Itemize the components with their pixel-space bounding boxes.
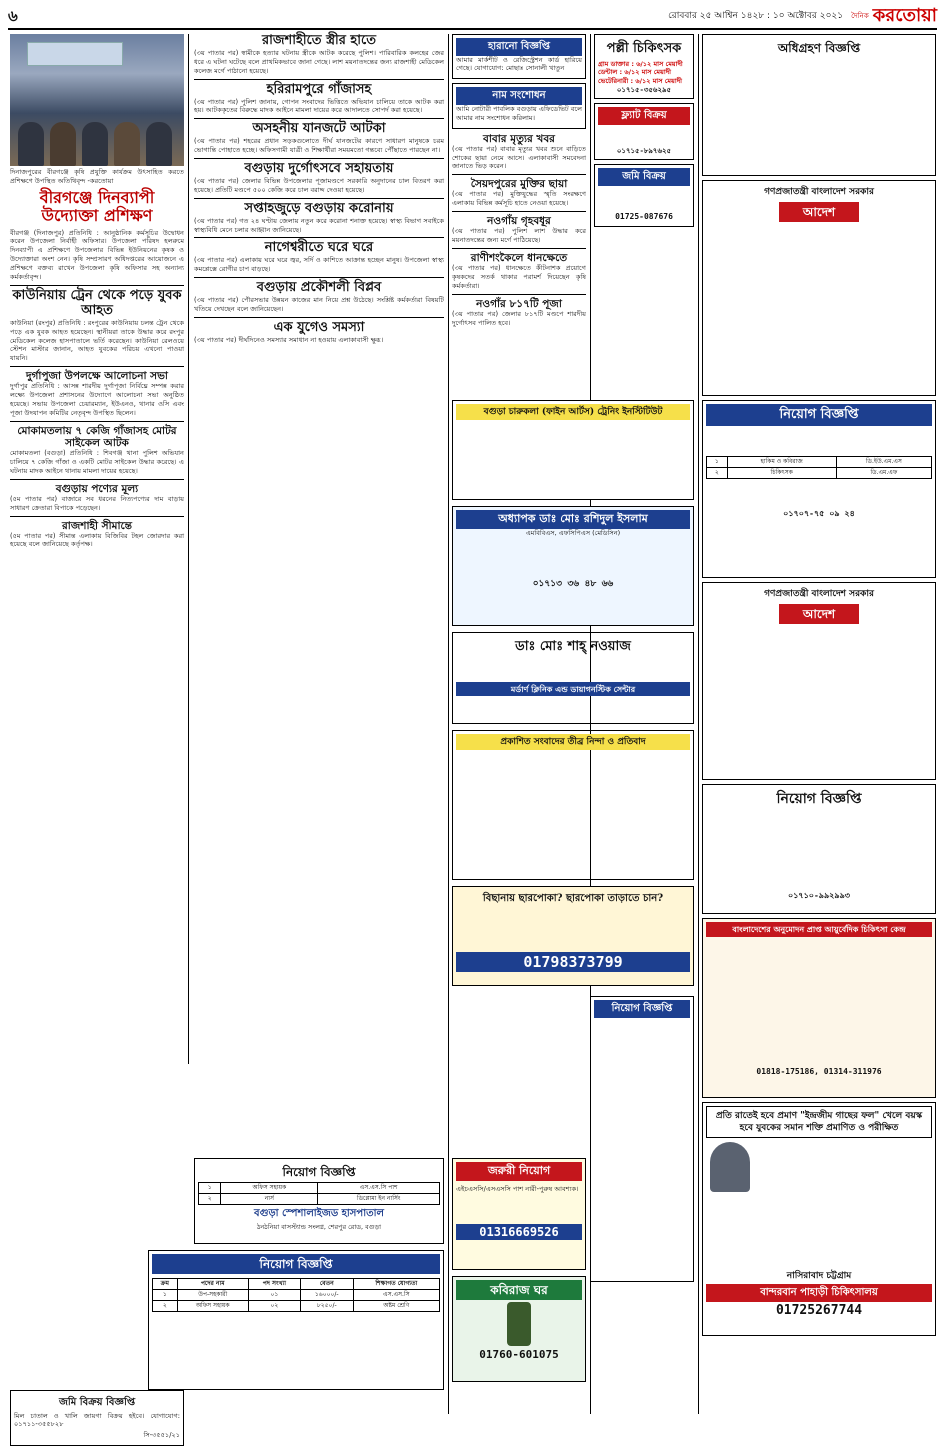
headline: রাজশাহী সীমান্তে xyxy=(62,519,132,532)
column-5 xyxy=(702,34,936,1340)
table-cell: ২ xyxy=(707,467,728,478)
headline: রাণীশংকৈলে ধানক্ষেতে xyxy=(470,251,568,264)
ad-title: বগুড়া চারুকলা (ফাইন আর্টস) ট্রেনিং ইনস্টিটিউট xyxy=(456,404,690,420)
table-cell: ২ xyxy=(199,1194,221,1205)
table-cell: ৮২৫০/- xyxy=(300,1301,353,1312)
table-cell: ০১ xyxy=(248,1290,300,1301)
ad-body: এইচএসসি/এসএসসি পাশ নারী-পুরুষ আবশ্যক। xyxy=(456,1184,579,1193)
column-divider xyxy=(698,34,699,1414)
job-table xyxy=(706,456,932,479)
article-body: (৩য় পাতার পর) জেলার বিভিন্ন উপজেলার পূজামণ্ডপে সরকারি অনুদানের চাল বিতরণ করা হয়েছে। প্রতিটি মণ্ডপে ৫০০ কেজি করে চাল বরাদ্দ দেওয়া হয়েছে। xyxy=(194,176,444,194)
job-ad-2 xyxy=(590,996,694,1282)
art-institute-ad xyxy=(452,400,694,500)
headline: নাগেশ্বরীতে ঘরে ঘরে xyxy=(264,240,374,256)
protest-notice xyxy=(452,730,694,880)
headline: সপ্তাহজুড়ে বগুড়ায় করোনায় xyxy=(244,200,394,216)
urgent-job-ad xyxy=(452,1158,586,1270)
flat-sale-ad xyxy=(594,103,694,160)
table-cell: নার্স xyxy=(221,1194,318,1205)
herbal-promo-ad xyxy=(702,1102,936,1336)
job-table xyxy=(198,1182,440,1205)
table-header: পদের নাম xyxy=(177,1279,248,1290)
ad-title: অধ্যাপক ডাঃ মোঃ রশিদুল ইসলাম xyxy=(456,510,690,529)
news-photo xyxy=(10,34,184,166)
ad-phone: ০১৭১৫-৮৯৭৬২৫ xyxy=(616,146,672,155)
bottom-job-ad xyxy=(148,1250,444,1390)
table-cell: ১ xyxy=(199,1183,221,1194)
ad-phone: ০১৭১৩ ৩৬ ৪৮ ৬৬ xyxy=(532,578,614,589)
table-cell: ডিপ্লোমা ইন নার্সিং xyxy=(318,1194,440,1205)
ad-body: মিল চাতাল ও খালি জায়গা বিক্রয় হইবে। যোগাযোগ: ০১৭১১-৩৫৫৮২৮ xyxy=(14,1411,180,1429)
ad-title: জমি বিক্রয় বিজ্ঞপ্তি xyxy=(58,1397,136,1408)
article-body: (৫ম পাতার পর) সীমান্ত এলাকায় বিজিবির টহল জোরদার করা হয়েছে বলে জানিয়েছে কর্তৃপক্ষ। xyxy=(10,531,184,549)
ad-title: বাংলাদেশের অনুমোদন প্রাপ্ত আয়ুর্বেদিক চিকিৎসা কেন্দ্র xyxy=(706,922,932,937)
ad-sign: নাসিরাবাদ চট্টগ্রাম xyxy=(786,1271,852,1282)
ad-phone: 01725-087676 xyxy=(615,211,673,221)
table-header: বেতন xyxy=(300,1279,353,1290)
table-row xyxy=(153,1290,440,1301)
herbal-ad xyxy=(702,918,936,1098)
article-body: (৩য় পাতার পর) জেলার ৮১৭টি মণ্ডপে শারদীয় দুর্গোৎসব পালিত হবে। xyxy=(452,309,586,327)
ad-phone: ০১৭১০-৯৯২৯৯৩ xyxy=(788,890,850,900)
ad-title: ফ্ল্যাট বিক্রয় xyxy=(598,107,690,125)
table-row xyxy=(153,1301,440,1312)
ad-title: হারানো বিজ্ঞপ্তি xyxy=(456,38,582,56)
headline: কাউনিয়ায় ট্রেন থেকে পড়ে যুবক আহত xyxy=(12,287,182,318)
course-row: গ্রাম ডাক্তার : ৬/১২ মাস মেয়াদী xyxy=(598,59,683,68)
ad-body: আমি নোটারী পাবলিক বগুড়ায় এফিডেভিট বলে আমার নাম সংশোধন করিলাম। xyxy=(456,104,582,122)
article-body: বীরগঞ্জ (দিনাজপুর) প্রতিনিধি : আনুষ্ঠানিক কর্মসূচির উদ্বোধন করেন উপজেলা নির্বাহী অফিসার। উপজেলা পরিষদ হলরুমে দিনব্যাপী এ প্রশিক্ষণে উপজেলার বিভিন্ন ইউনিয়নের কৃষক ও উদ্যোক্তারা অংশ নেন। কৃষি সম্প্রসারণ অধিদপ্তরের আয়োজনে এ প্রশিক্ষণে বক্তব্য রাখেন উপজেলা কৃষি অফিসার সহ অন্যান্য কর্মকর্তাবৃন্দ। xyxy=(10,228,184,282)
ad-title: আদেশ xyxy=(779,202,859,222)
ad-phone: 01760-601075 xyxy=(479,1348,559,1362)
article-body: (৩য় পাতার পর) পৌরসভার উন্নয়ন কাজের মান নিয়ে প্রশ্ন উঠেছে। সংশ্লিষ্ট কর্মকর্তারা বিষয়টি খতিয়ে দেখছেন বলে জানিয়েছেন। xyxy=(194,296,444,314)
page-header xyxy=(8,4,937,30)
table-header: ক্রম xyxy=(153,1279,178,1290)
ad-title: নিয়োগ বিজ্ঞপ্তি xyxy=(282,1165,356,1179)
professor-ad xyxy=(452,506,694,626)
course-row: ভেটেরিনারী : ৬/১২ মাস মেয়াদী xyxy=(598,77,682,86)
headline: বগুড়ায় পণ্যের মূল্য xyxy=(55,482,139,495)
ad-title: জরুরী নিয়োগ xyxy=(456,1162,582,1181)
article-body: কাউনিয়া (রংপুর) প্রতিনিধি : রংপুরের কাউনিয়ায় চলন্ত ট্রেন থেকে পড়ে এক যুবক আহত হয়েছেন। স্থানীয়রা তাকে উদ্ধার করে রংপুর মেডিকেল কলেজ হাসপাতালে ভর্তি করেছেন। কাউনিয়া রেলওয়ে স্টেশন মাস্টার জানান, আহত যুবকের পরিচয় এখনো পাওয়া যায়নি। xyxy=(10,318,184,363)
table-cell: উপ-সহকারী xyxy=(177,1290,248,1301)
court-order-2 xyxy=(702,582,936,780)
table-cell: এস.এস.সি xyxy=(353,1290,439,1301)
article-body: (৩য় পাতার পর) গত ২৪ ঘণ্টায় জেলায় নতুন করে করোনা শনাক্ত হয়েছে। স্বাস্থ্য বিভাগ সবাইকে স্বাস্থ্যবিধি মেনে চলার আহ্বান জানিয়েছে। xyxy=(194,216,444,234)
ad-phone: 01798373799 xyxy=(456,952,690,972)
kabiraj-ad xyxy=(452,1276,586,1382)
article-body: (৩য় পাতার পর) এলাকায় ঘরে ঘরে জ্বর, সর্দি ও কাশিতে আক্রান্ত হচ্ছেন মানুষ। উপজেলা স্বাস্থ্য কমপ্লেক্সে রোগীর চাপ বাড়ছে। xyxy=(194,256,444,274)
hospital-job-ad xyxy=(194,1158,444,1244)
ad-title: আদেশ xyxy=(779,604,859,624)
issue-date: রোববার ২৫ আশ্বিন ১৪২৮ : ১০ অক্টোবর ২০২১ xyxy=(668,10,844,21)
headline: নওগাঁয় গৃহবধূর xyxy=(487,215,551,228)
table-cell: ২ xyxy=(153,1301,178,1312)
bedbug-ad xyxy=(452,886,694,986)
article-body: (৩য় পাতার পর) ধানক্ষেতে কীটনাশক প্রয়োগে কৃষকদের সতর্ক থাকার পরামর্শ দিয়েছেন কৃষি কর্মকর্তারা। xyxy=(452,264,586,290)
ad-title: কবিরাজ ঘর xyxy=(456,1280,582,1300)
column-4 xyxy=(594,34,694,231)
palli-doctor-ad xyxy=(594,34,694,99)
table-row xyxy=(199,1194,440,1205)
ad-phone: 01818-175186, 01314-311976 xyxy=(756,1066,882,1076)
portrait-image xyxy=(710,1142,750,1192)
ad-title: প্রতি রাতেই হবে প্রমাণ "ইন্দ্রজীম গাছের ফল" খেলে বয়স্ক হবে যুবকের সমান শক্তি প্রমাণিত ও পরীক্ষিত xyxy=(706,1106,932,1138)
acquisition-notice xyxy=(702,34,936,176)
ad-phone: ০১৭০৭-৭৫ ০৯ ২৪ xyxy=(783,508,855,518)
name-change-ad xyxy=(452,83,586,128)
article-body: মোকামতলা (বগুড়া) প্রতিনিধি : শিবগঞ্জ থানা পুলিশ অভিযান চালিয়ে ৭ কেজি গাঁজা ও একটি মোটর সাইকেল উদ্ধার করেছে। এ ঘটনায় মাদক আইনে থানায় মামলা দায়ের হয়েছে। xyxy=(10,448,184,475)
headline: নওগাঁর ৮১৭টি পূজা xyxy=(476,297,562,310)
ad-phone: 01725267744 xyxy=(775,1302,863,1318)
clinic-name: মর্ডার্ণ ক্লিনিক এন্ড ডায়াগনস্টিক সেন্টার xyxy=(456,682,690,697)
ad-ref: সি-৩৫৫১/২১ xyxy=(143,1431,180,1440)
table-cell: ডি.এম.এফ xyxy=(836,467,931,478)
table-row xyxy=(707,467,932,478)
table-cell: অষ্টম শ্রেণি xyxy=(353,1301,439,1312)
ad-title: নিয়োগ বিজ্ঞপ্তি xyxy=(706,404,932,426)
table-row xyxy=(707,456,932,467)
hospital-name: বগুড়া স্পেশালাইজড হাসপাতাল xyxy=(254,1208,384,1220)
article-body: (৩য় পাতার পর) শহরের প্রধান সড়কগুলোতে দীর্ঘ যানজটের কারণে সাধারণ মানুষকে চরম ভোগান্তি পোহাতে হচ্ছে। অফিসগামী যাত্রী ও শিক্ষার্থীরা সময়মতো গন্তব্যে পৌঁছাতে পারছেন না। xyxy=(194,137,444,155)
table-header: শিক্ষাগত যোগ্যতা xyxy=(353,1279,439,1290)
headline: সৈয়দপুরের মুক্তির ছায়া xyxy=(470,178,568,191)
org-name: গণপ্রজাতন্ত্রী বাংলাদেশ সরকার xyxy=(764,187,874,197)
table-cell: ১ xyxy=(153,1290,178,1301)
headline: বীরগঞ্জে দিনব্যাপী উদ্যোক্তা প্রশিক্ষণ xyxy=(39,187,155,226)
ad-title: জমি বিক্রয় xyxy=(598,168,690,186)
headline: অসহনীয় যানজটে আটকা xyxy=(252,121,386,137)
headline: এক যুগেও সমস্যা xyxy=(273,319,365,335)
ad-title: ডাঃ মোঃ শাহ্ নওয়াজ xyxy=(515,639,631,654)
column-2 xyxy=(194,34,444,347)
headline: মোকামতলায় ৭ কেজি গাঁজাসহ মোটর সাইকেল আটক xyxy=(17,424,177,449)
article-body: (৩য় পাতার পর) স্বামীকে হত্যার ঘটনায় স্ত্রীকে আটক করেছে পুলিশ। পারিবারিক কলহের জের ধরে এ ঘটনা ঘটেছে বলে প্রাথমিকভাবে জানা গেছে। লাশ ময়নাতদন্তের জন্য রাজশাহী মেডিকেল কলেজ মর্গে পাঠানো হয়েছে। xyxy=(194,48,444,75)
court-order-1 xyxy=(702,180,936,396)
headline: দুর্গাপুজা উপলক্ষে আলোচনা সভা xyxy=(26,370,168,383)
article-body: দুর্গাপুর প্রতিনিধি : আসন্ন শারদীয় দুর্গাপূজা নির্বিঘ্নে সম্পন্ন করার লক্ষ্যে উপজেলা প্রশাসনের উদ্যোগে আলোচনা সভা অনুষ্ঠিত হয়েছে। সভায় উপজেলা চেয়ারম্যান, ইউএনও, থানার ওসি এবং পূজা উদযাপন কমিটির নেতৃবৃন্দ উপস্থিত ছিলেন। xyxy=(10,382,184,417)
org-name: গণপ্রজাতন্ত্রী বাংলাদেশ সরকার xyxy=(764,589,874,599)
article-body: (৩য় পাতার পর) পুলিশ জানায়, গোপন সংবাদের ভিত্তিতে অভিযান চালিয়ে তাকে আটক করা হয়। আটককৃতের বিরুদ্ধে মাদক আইনে মামলা দায়ের করে আদালতে সোপর্দ করা হয়েছে। xyxy=(194,97,444,115)
lost-notice-ad xyxy=(452,34,586,79)
clinic-name: বান্দরবান পাহাড়ী চিকিৎসালয় xyxy=(706,1284,932,1302)
column-divider xyxy=(188,34,189,1064)
headline: হরিরামপুরে গাঁজাসহ xyxy=(266,81,372,97)
article-body: (৩য় পাতার পর) পুলিশ লাশ উদ্ধার করে ময়নাতদন্তের জন্য মর্গে পাঠিয়েছে। xyxy=(452,227,586,245)
ad-phone: ০১৭১৫-৩৫৬২৯৫ xyxy=(616,85,672,94)
masthead-name: করতোয়া xyxy=(872,4,937,26)
table-cell: এস.এস.সি পাশ xyxy=(318,1183,440,1194)
page-number: ৬ xyxy=(8,6,18,25)
ad-title: নিয়োগ বিজ্ঞপ্তি xyxy=(776,791,862,807)
job-ad-4 xyxy=(702,784,936,914)
ad-title: অধিগ্রহণ বিজ্ঞপ্তি xyxy=(777,41,861,55)
table-cell: অফিস সহায়ক xyxy=(177,1301,248,1312)
doctor-ad xyxy=(452,632,694,724)
article-body: (৩য় পাতার পর) দীর্ঘদিনেও সমস্যার সমাধান না হওয়ায় এলাকাবাসী ক্ষুব্ধ। xyxy=(194,335,384,344)
headline: বগুড়ায় প্রকৌশলী বিপ্লব xyxy=(256,280,382,296)
headline: বগুড়ায় দুর্গোৎসবে সহায়তায় xyxy=(244,161,394,177)
ad-title: নিয়োগ বিজ্ঞপ্তি xyxy=(594,1000,690,1018)
table-cell: ১৬০০০/- xyxy=(300,1290,353,1301)
ad-phone: 01316669526 xyxy=(456,1224,582,1240)
ad-title: নাম সংশোধন xyxy=(456,87,582,105)
ad-body: আমার মার্কশীট ও রেজিস্ট্রেশন কার্ড হারিয়ে গেছে। যোগাযোগ: মোছাঃ সোনালী খাতুন xyxy=(456,55,582,73)
table-header-row xyxy=(153,1279,440,1290)
table-header: পদ সংখ্যা xyxy=(248,1279,300,1290)
ad-subtitle: এমবিবিএস, এফসিপিএস (মেডিসিন) xyxy=(525,528,621,537)
table-cell: ০২ xyxy=(248,1301,300,1312)
headline: বাবার মৃত্যুর খবর xyxy=(483,132,555,145)
table-cell: ডি.ইউ.এম.এস xyxy=(836,456,931,467)
job-ad-3 xyxy=(702,400,936,578)
land-sale-ad xyxy=(10,1390,184,1446)
masthead-daily: দৈনিক xyxy=(851,11,869,20)
ad-title: পল্লী চিকিৎসক xyxy=(606,41,682,56)
article-body: (৩য় পাতার পর) বাবার মৃত্যুর খবর শুনে বাড়িতে শোকের ছায়া নেমে আসে। এলাকাবাসী সমবেদনা জানাতে ভিড় করেন। xyxy=(452,144,586,171)
table-cell: অফিস সহায়ক xyxy=(221,1183,318,1194)
table-cell: হাকিম ও কবিরাজ xyxy=(727,456,836,467)
article-body: (৫ম পাতার পর) বাজারে সব ধরনের নিত্যপণ্যের দাম বাড়ায় সাধারণ ক্রেতারা বিপাকে পড়েছেন। xyxy=(10,494,184,512)
column-1 xyxy=(10,34,184,551)
article-body: (৩য় পাতার পর) মুক্তিযুদ্ধের স্মৃতি সংরক্ষণে এলাকায় বিভিন্ন কর্মসূচি হাতে নেওয়া হয়েছে। xyxy=(452,190,586,208)
land-sale-ad-2 xyxy=(594,164,694,226)
job-table xyxy=(152,1278,440,1312)
bottle-icon xyxy=(507,1302,531,1346)
course-row: ডেন্টাল : ৬/১২ মাস মেয়াদী xyxy=(598,68,671,77)
headline: রাজশাহীতে স্ত্রীর হাতে xyxy=(262,33,376,48)
table-row xyxy=(199,1183,440,1194)
ad-title: নিয়োগ বিজ্ঞপ্তি xyxy=(152,1254,440,1274)
column-3 xyxy=(452,34,586,330)
ad-title: প্রকাশিত সংবাদের তীব্র নিন্দা ও প্রতিবাদ xyxy=(456,734,690,750)
ad-title: বিছানায় ছারপোকা? ছারপোকা তাড়াতে চান? xyxy=(482,893,664,904)
column-divider xyxy=(448,34,449,1414)
table-cell: ১ xyxy=(707,456,728,467)
photo-caption: দিনাজপুরের বীরগঞ্জে কৃষি প্রযুক্তি কার্যক্রম উৎসাহিত করতে প্রশিক্ষণে উপস্থিত অতিথিবৃন্দ -করতোয়া xyxy=(10,168,184,185)
hospital-address: ঠনঠনিয়া বাসস্ট্যান্ড সংলগ্ন, শেরপুর রোড, বগুড়া xyxy=(256,1222,382,1231)
masthead xyxy=(851,4,937,28)
table-cell: চিকিৎসক xyxy=(727,467,836,478)
